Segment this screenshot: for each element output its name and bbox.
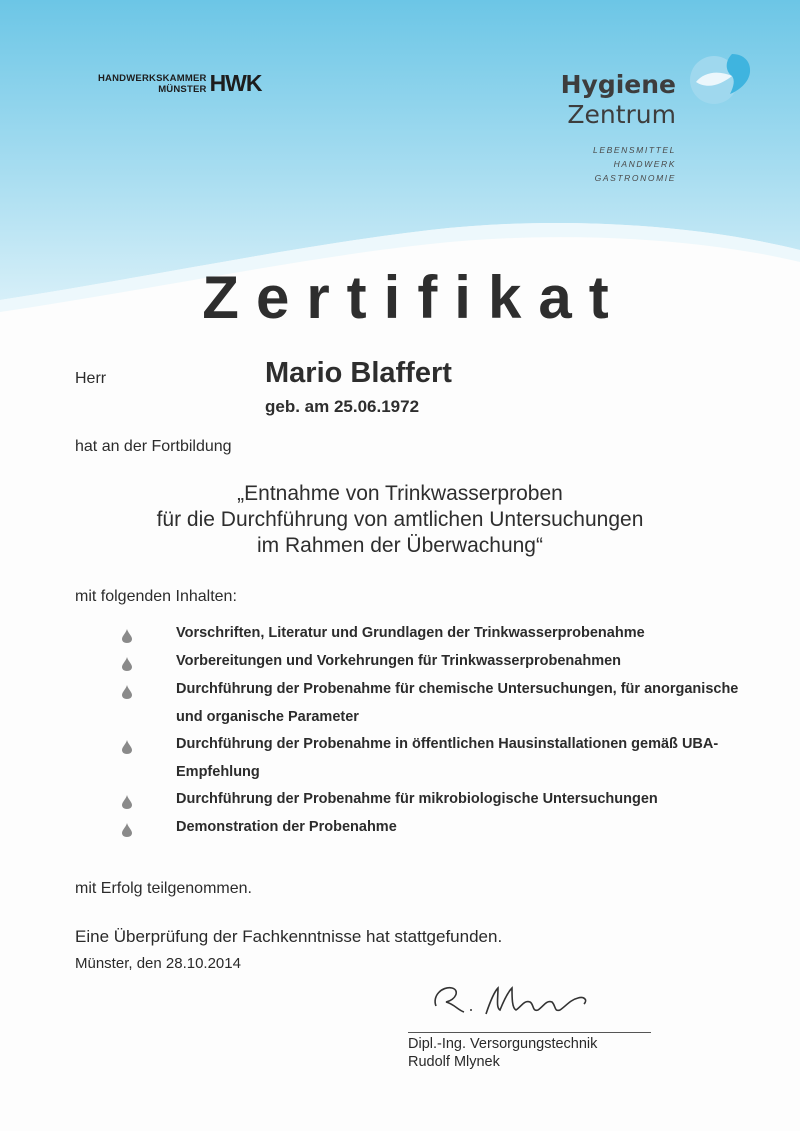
- list-item-text: Durchführung der Probenahme für chemische Untersuchungen, für anorganische und organische Parameter: [176, 681, 739, 725]
- signature: [428, 980, 598, 1020]
- water-drop-icon: [118, 626, 176, 648]
- signer-title: Dipl.-Ing. Versorgungstechnik: [408, 1036, 598, 1052]
- hygiene-zentrum-line-1: Hygiene: [560, 70, 676, 99]
- water-drop-icon: [118, 820, 176, 842]
- list-item-text: Demonstration der Probenahme: [176, 819, 397, 835]
- success-text: mit Erfolg teilgenommen.: [75, 880, 252, 897]
- contents-label: mit folgenden Inhalten:: [75, 588, 237, 605]
- course-title-line-1: „Entnahme von Trinkwasserproben: [237, 482, 563, 505]
- tag-lebensmittel: LEBENSMITTEL: [593, 145, 676, 155]
- list-item-text: Vorbereitungen und Vorkehrungen für Trinkwasserprobenahmen: [176, 653, 622, 669]
- course-title-line-3: im Rahmen der Überwachung“: [257, 534, 543, 557]
- hygiene-zentrum-tags: [560, 143, 676, 185]
- water-drop-icon: [118, 654, 176, 676]
- hwk-line-2: MÜNSTER: [158, 83, 207, 95]
- exam-text: Eine Überprüfung der Fachkenntnisse hat stattgefunden.: [75, 927, 503, 946]
- hwk-logo: [98, 70, 262, 97]
- contents-list: [118, 626, 758, 848]
- list-item-text: Durchführung der Probenahme für mikrobiologische Untersuchungen: [176, 791, 658, 807]
- list-item: [118, 792, 758, 814]
- hwk-logo-text: [98, 73, 207, 95]
- signer-name: Rudolf Mlynek: [408, 1054, 500, 1070]
- drop-circle-icon: [688, 50, 754, 108]
- signature-line: [408, 1032, 651, 1033]
- list-item: [118, 626, 758, 648]
- list-item-text: Durchführung der Probenahme in öffentlichen Hausinstallationen gemäß UBA-Empfehlung: [176, 736, 719, 780]
- hwk-line-1: HANDWERKSKAMMER: [98, 72, 207, 84]
- tag-handwerk: HANDWERK: [613, 159, 676, 169]
- hygiene-zentrum-title: [540, 70, 676, 130]
- list-item: [118, 820, 758, 842]
- intro-text: hat an der Fortbildung: [75, 438, 232, 455]
- hwk-mark: HWK: [209, 70, 262, 96]
- tag-gastronomie: GASTRONOMIE: [594, 173, 676, 183]
- water-drop-icon: [118, 682, 176, 704]
- certificate-title: Zertifikat: [202, 264, 626, 331]
- list-item: [118, 682, 758, 731]
- salutation: Herr: [75, 370, 107, 387]
- list-item: [118, 654, 758, 676]
- list-item: [118, 737, 758, 786]
- course-title-line-2: für die Durchführung von amtlichen Untersuchungen: [156, 508, 644, 531]
- water-drop-icon: [118, 737, 176, 759]
- water-drop-icon: [118, 792, 176, 814]
- place-date: Münster, den 28.10.2014: [75, 955, 241, 972]
- hygiene-zentrum-line-2: Zentrum: [567, 100, 676, 129]
- recipient-name: Mario Blaffert: [265, 357, 452, 389]
- list-item-text: Vorschriften, Literatur und Grundlagen der Trinkwasserprobenahme: [176, 625, 645, 641]
- course-title: [0, 481, 800, 559]
- birth-date: geb. am 25.06.1972: [265, 397, 420, 416]
